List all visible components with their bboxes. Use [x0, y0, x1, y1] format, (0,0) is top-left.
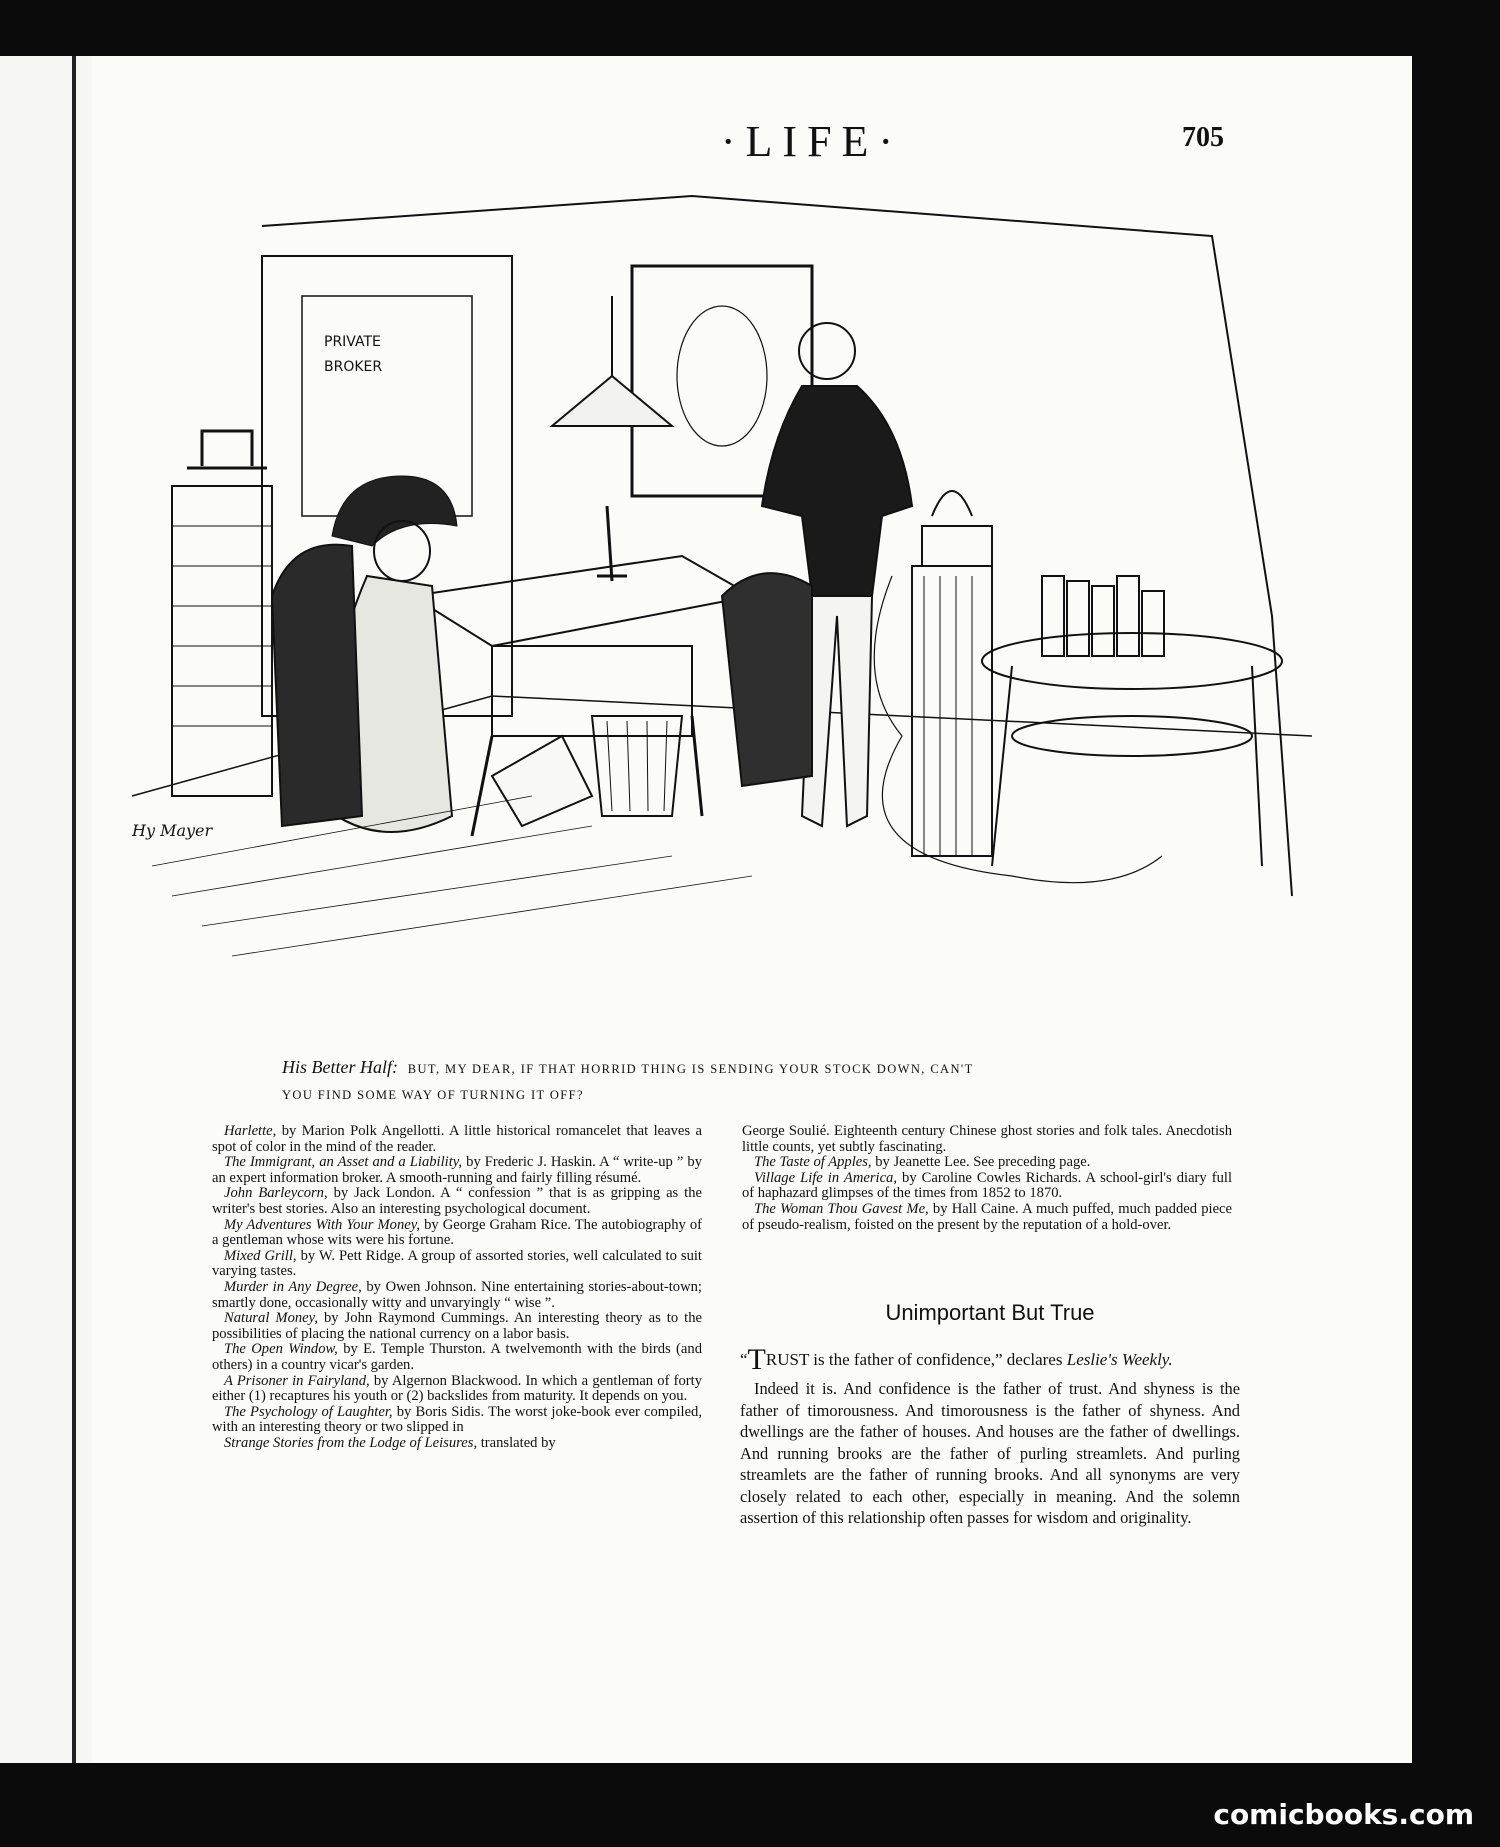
- binding-gutter: [72, 56, 76, 1763]
- book-review: by Boris Sidis. The worst joke-book ever compiled, with an interesting theory or two slipped in: [212, 1403, 702, 1436]
- article-body: Indeed it is. And confidence is the father of trust. And shyness is the father of timorousness. And timorousness is the father of shyness. And dwellings are the father of houses. And houses are the father of dwellings. And running brooks are the father of purling streamlets. And purling streamlets are the father of running brooks. And all synonyms are very closely related to each other, especially in meaning. And the solemn assertion of this relationship often passes for wisdom and originality.: [740, 1379, 1240, 1527]
- book-review: by Caroline Cowles Richards. A school-girl's diary full of haphazard glimpses of the times from 1852 to 1870.: [742, 1169, 1232, 1202]
- book-review: by Jeanette Lee. See preceding page.: [871, 1154, 1091, 1171]
- book-review: by E. Temple Thurston. A twelvemonth with the birds (and others) in a country vicar's garden.: [212, 1341, 702, 1373]
- man-head: [799, 323, 855, 379]
- wastebasket: [592, 716, 682, 816]
- candlestick-telephone: [597, 506, 627, 581]
- facing-page-edge: [0, 56, 95, 1763]
- filing-cabinet: [172, 486, 272, 796]
- book-review: translated by: [477, 1434, 556, 1451]
- round-table: [982, 633, 1282, 689]
- book-review: by Hall Caine. A much puffed, much padded piece of pseudo-realism, foisted on the present by the reputation of a hold-over.: [742, 1200, 1233, 1233]
- book-title: Natural Money,: [224, 1310, 318, 1327]
- book-review: by Owen Johnson. Nine entertaining stories-about-town; smartly done, occasionally witty and unvaryingly “ wise ”.: [212, 1278, 702, 1311]
- hanging-lamp: [552, 376, 672, 426]
- caption-line1: BUT, MY DEAR, IF THAT HORRID THING IS SENDING YOUR STOCK DOWN, CAN'T: [407, 1062, 974, 1076]
- book-entry: [212, 1186, 702, 1217]
- book-list-right-column: [742, 1124, 1232, 1233]
- book-review: by George Graham Rice. The autobiography of a gentleman whose wits were his fortune.: [212, 1216, 702, 1249]
- book-title: The Taste of Apples,: [754, 1154, 872, 1171]
- book-title: A Prisoner in Fairyland,: [224, 1372, 370, 1389]
- page-number: 705: [1182, 122, 1224, 153]
- book-title: John Barleycorn,: [224, 1185, 328, 1202]
- book-entry: [212, 1124, 702, 1155]
- man-jacket: [762, 386, 912, 596]
- top-hat: [187, 431, 267, 468]
- book-list-left-column: [212, 1124, 702, 1451]
- ticker-dome: [932, 491, 972, 516]
- magazine-page: [92, 56, 1412, 1763]
- book-title: Strange Stories from the Lodge of Leisures,: [224, 1434, 478, 1451]
- caption-line2: YOU FIND SOME WAY OF TURNING IT OFF?: [282, 1088, 584, 1102]
- desk: [412, 556, 752, 646]
- book-stack: [1042, 576, 1164, 656]
- armchair: [272, 545, 362, 826]
- book-entry: [742, 1124, 1232, 1155]
- book-entry: [212, 1218, 702, 1249]
- book-title: The Psychology of Laughter,: [224, 1403, 393, 1420]
- book-title: Mixed Grill,: [224, 1247, 297, 1264]
- book-review: by Algernon Blackwood. In which a gentleman of forty either (1) recaptures his youth or (2) backslides from maturity. It depends on you.: [212, 1372, 703, 1405]
- article-lead: [740, 1343, 1240, 1376]
- book-review: by W. Pett Ridge. A group of assorted stories, well calculated to suit varying tastes.: [212, 1247, 702, 1280]
- door-sign-line1: PRIVATE: [324, 334, 381, 350]
- cartoon-caption: [282, 1054, 1282, 1108]
- article-dropcap: T: [747, 1343, 766, 1376]
- book-title: Murder in Any Degree,: [224, 1278, 362, 1295]
- book-entry: [742, 1202, 1232, 1233]
- book-title: The Immigrant, an Asset and a Liability,: [224, 1154, 463, 1171]
- book-entry: [212, 1436, 702, 1452]
- second-armchair: [722, 573, 812, 786]
- artist-signature: Hy Mayer: [132, 821, 213, 840]
- book-review: by Jack London. A “ confession ” that is as gripping as the writer's best stories. Also an interesting psychological document.: [212, 1185, 702, 1217]
- book-entry: [742, 1155, 1232, 1171]
- book-review: George Soulié. Eighteenth century Chinese ghost stories and folk tales. Anecdotish little counts, yet subtly fascinating.: [742, 1123, 1232, 1155]
- book-title: My Adventures With Your Money,: [224, 1216, 421, 1233]
- book-entry: [212, 1249, 702, 1280]
- door-sign-line2: BROKER: [324, 359, 383, 375]
- book-entry: [212, 1374, 702, 1405]
- book-review: by John Raymond Cummings. An interesting theory as to the possibilities of placing the national currency on a labor basis.: [212, 1310, 702, 1342]
- caption-speaker: His Better Half:: [282, 1057, 398, 1077]
- woman-hat: [332, 476, 457, 546]
- article-lead-text: RUST is the father of confidence,” declares: [765, 1350, 1067, 1369]
- book-title: The Woman Thou Gavest Me,: [754, 1200, 929, 1217]
- book-review: by Frederic J. Haskin. A “ write-up ” by an expert information broker. A smooth-running and fairly filling résumé.: [212, 1154, 702, 1186]
- book-review: by Marion Polk Angellotti. A little historical romancelet that leaves a spot of color in the mind of the reader.: [212, 1123, 702, 1155]
- book-entry: [212, 1280, 702, 1311]
- book-entry: [212, 1405, 702, 1436]
- article-open-quote: “: [740, 1350, 748, 1369]
- book-entry: [742, 1171, 1232, 1202]
- book-entry: [212, 1155, 702, 1186]
- cartoon-illustration: [112, 176, 1392, 1046]
- book-entry: [212, 1311, 702, 1342]
- crumpled-paper: [492, 736, 592, 826]
- masthead: ·LIFE·: [720, 117, 904, 166]
- article-heading: Unimportant But True: [885, 1300, 1095, 1325]
- book-entry: [212, 1342, 702, 1373]
- book-title: The Open Window,: [224, 1341, 338, 1358]
- watermark: comicbooks.com: [1213, 1798, 1474, 1831]
- book-title: Harlette,: [224, 1123, 277, 1139]
- article-publication: Leslie's Weekly.: [1066, 1350, 1173, 1369]
- book-title: Village Life in America,: [754, 1169, 897, 1186]
- article-unimportant-but-true: [740, 1300, 1240, 1529]
